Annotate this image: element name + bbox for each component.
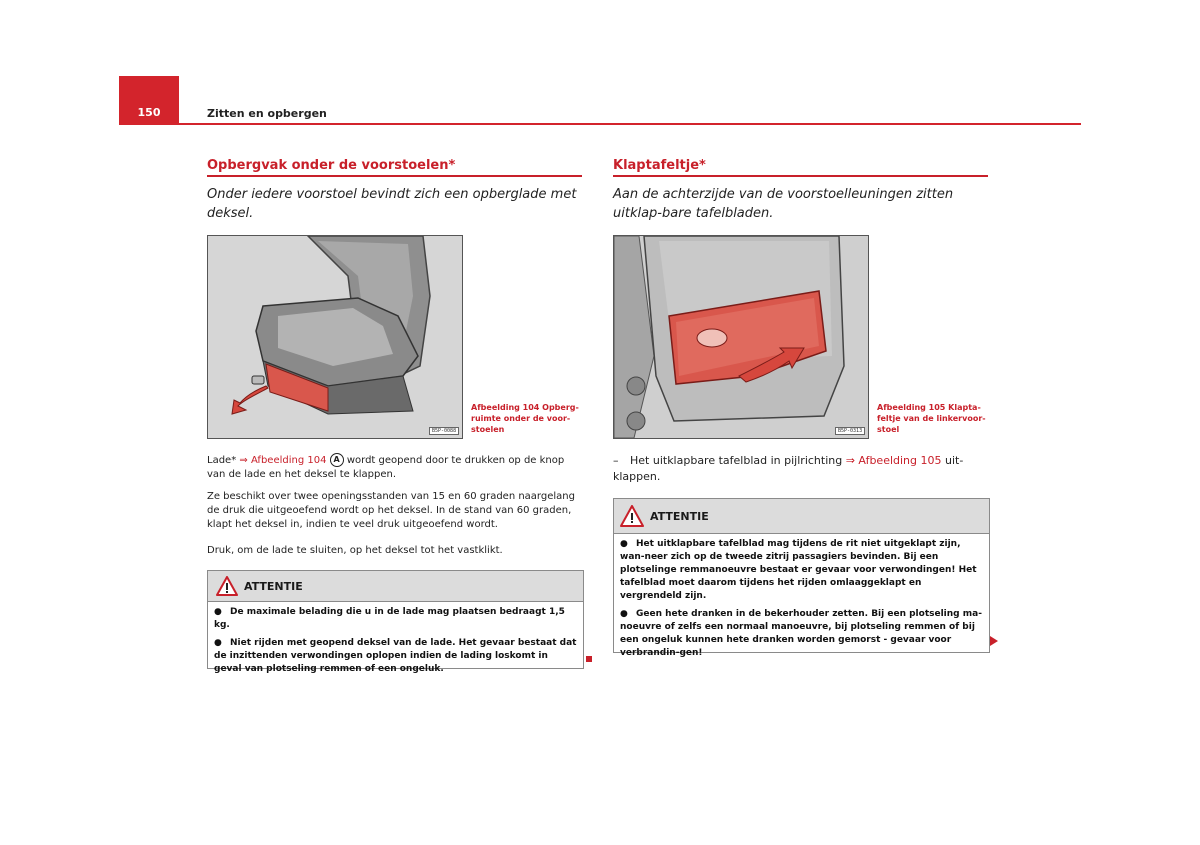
callout-a-icon: A bbox=[330, 453, 344, 467]
figure-fold-table bbox=[613, 235, 869, 439]
instruction-step bbox=[613, 453, 988, 485]
warning-title: ATTENTIE bbox=[650, 510, 709, 523]
warning-item: ● Het uitklapbare tafelblad mag tijdens de rit niet uitgeklapt zijn, wan-neer zich op de tweede zitrij passagiers bevinden. Bij een plotselinge remmanoeuvre bestaat er gevaar voor verwondingen! Het tafelblad moet daarom tijdens het rijden omlaaggeklapt en vergrendeld zijn. bbox=[620, 539, 977, 601]
section-title-storage: Opbergvak onder de voorstoelen* bbox=[207, 158, 456, 173]
figure-code: B5P-0313 bbox=[835, 427, 865, 435]
header-rule bbox=[119, 123, 1081, 125]
warning-title: ATTENTIE bbox=[244, 580, 303, 593]
chapter-title: Zitten en opbergen bbox=[207, 107, 327, 120]
step-text: Het uitklapbare tafelblad in pijlrichting bbox=[630, 454, 846, 467]
continue-arrow-icon bbox=[990, 636, 998, 646]
paragraph-drawer-open bbox=[207, 453, 583, 482]
section-end-marker bbox=[586, 656, 592, 662]
paragraph-opening-positions: Ze beschikt over twee openingsstanden van 15 en 60 graden naargelang de druk die uitgeoefend wordt op het deksel. In de stand van 60 graden, klapt het deksel in, indien te veel druk uitgeoefend wordt. bbox=[207, 491, 575, 530]
seat-drawer-illustration bbox=[208, 236, 462, 438]
warning-body bbox=[208, 602, 583, 685]
figure-seat-drawer bbox=[207, 235, 463, 439]
warning-item: ● Geen hete dranken in de bekerhouder zetten. Bij een plotseling ma-noeuvre of zelfs een normaal manoeuvre, bij plotseling remmen of bij een ongeluk kunnen hete dranken worden gemorst - gevaar voor verbrandin-gen! bbox=[620, 609, 982, 658]
page-number: 150 bbox=[137, 106, 161, 119]
warning-item: ● Niet rijden met geopend deksel van de lade. Het gevaar bestaat dat de inzittenden verwondingen oplopen indien de lading loskomt in geval van plotseling remmen of een ongeluk. bbox=[214, 638, 577, 674]
warning-box bbox=[613, 498, 990, 658]
section-rule bbox=[207, 175, 582, 177]
section-rule bbox=[613, 175, 988, 177]
section-title-table: Klaptafeltje* bbox=[613, 158, 706, 173]
figure-caption: Afbeelding 105 Klapta-feltje van de linkervoor-stoel bbox=[877, 403, 986, 434]
figure-code: B5P-0088 bbox=[429, 427, 459, 435]
figure-reference-link[interactable]: ⇒ Afbeelding 104 bbox=[239, 455, 327, 466]
figure-reference-link[interactable]: ⇒ Afbeelding 105 bbox=[845, 454, 942, 467]
fold-table-illustration bbox=[614, 236, 868, 438]
warning-body bbox=[614, 534, 989, 669]
section-lead: Onder iedere voorstoel bevindt zich een opberglade met deksel. bbox=[207, 187, 577, 221]
paragraph-text: Lade* bbox=[207, 455, 240, 466]
warning-triangle-icon bbox=[216, 576, 238, 596]
section-lead: Aan de achterzijde van de voorstoelleuningen zitten uitklap-bare tafelbladen. bbox=[613, 187, 954, 221]
paragraph-close-drawer: Druk, om de lade te sluiten, op het deksel tot het vastklikt. bbox=[207, 545, 503, 556]
warning-header bbox=[208, 571, 583, 602]
figure-caption: Afbeelding 104 Opberg-ruimte onder de voor-stoelen bbox=[471, 403, 579, 434]
warning-box bbox=[207, 570, 584, 674]
warning-item: ● De maximale belading die u in de lade mag plaatsen bedraagt 1,5 kg. bbox=[214, 607, 565, 630]
step-dash: – bbox=[613, 454, 619, 467]
warning-header bbox=[614, 499, 989, 534]
warning-triangle-icon bbox=[620, 505, 644, 527]
step-text: uit-klappen. bbox=[613, 454, 964, 483]
paragraph-text: wordt geopend door te drukken op de knop van de lade en het deksel te klappen. bbox=[207, 455, 565, 480]
